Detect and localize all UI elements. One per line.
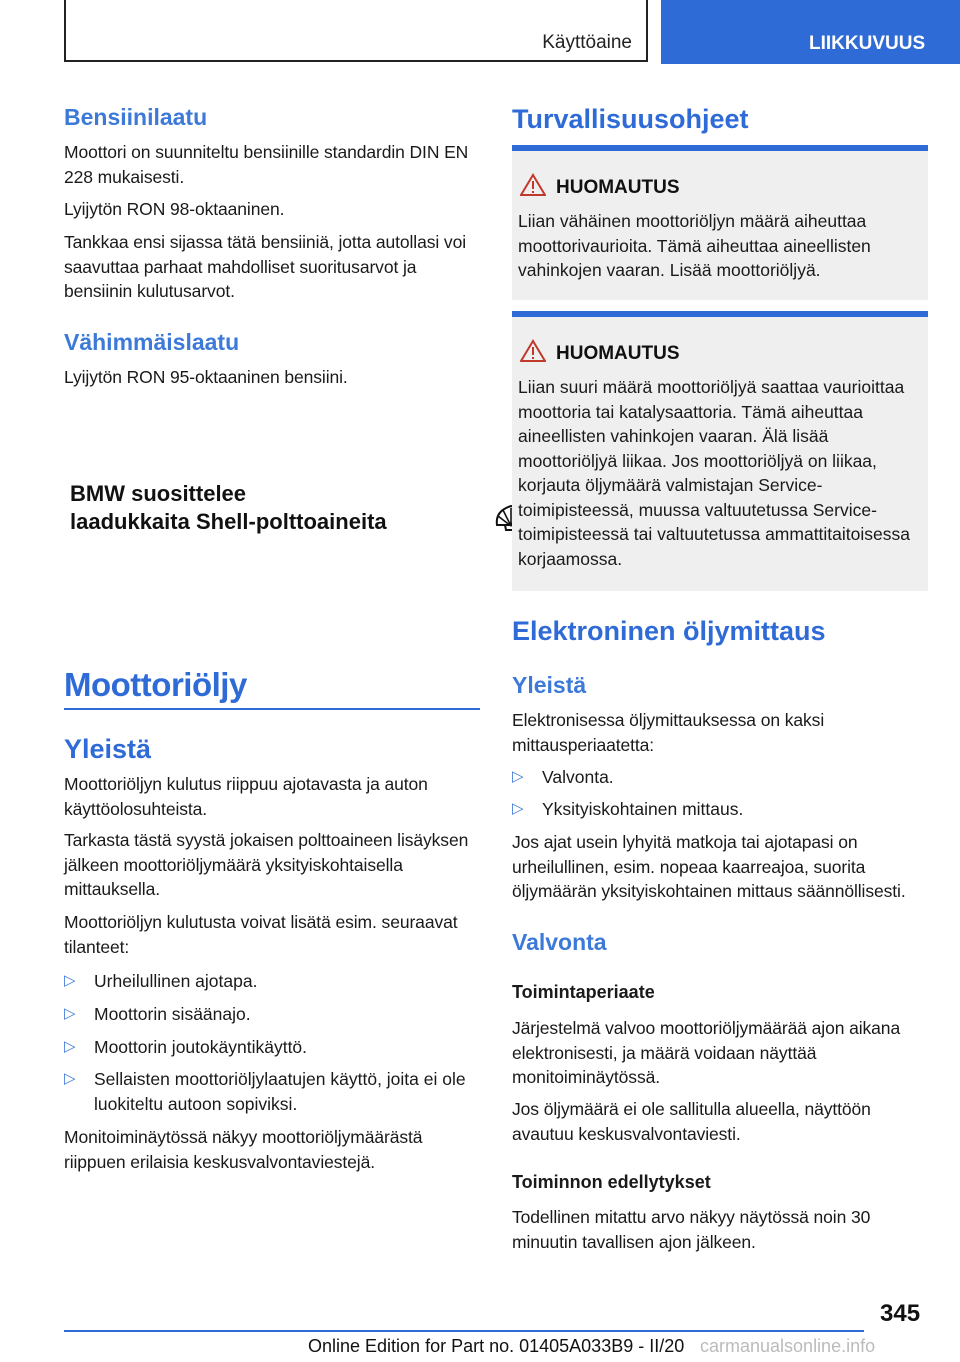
heading-valvonta: Valvonta bbox=[512, 929, 607, 955]
triangle-bullet-icon: ▷ bbox=[64, 972, 76, 989]
warning-note bbox=[512, 311, 928, 591]
note-title: HUOMAUTUS bbox=[556, 177, 680, 198]
paragraph: Jos ajat usein lyhyitä matkoja tai ajotapasi on urheilullinen, esim. nopeaa kaarreajoa, suorita öljymäärän yksityiskohtainen mittaus säännöllisesti. bbox=[512, 832, 906, 901]
heading-elektroninen-oljymittaus: Elektroninen öljymittaus bbox=[512, 616, 826, 646]
paragraph: Todellinen mitattu arvo näkyy näytössä noin 30 minuutin tavallisen ajon jälkeen. bbox=[512, 1207, 871, 1252]
paragraph: Moottoriöljyn kulutus riippuu ajotavasta ja auton käyttöolosuhteista. bbox=[64, 774, 428, 819]
paragraph: Järjestelmä valvoo moottoriöljymäärää ajon aikana elektronisesti, ja määrä voidaan näyttää monitoiminäytössä. bbox=[512, 1018, 901, 1087]
heading-toiminnon-edellytykset: Toiminnon edellytykset bbox=[512, 1172, 711, 1192]
heading-rule bbox=[64, 708, 480, 710]
warning-triangle-icon bbox=[520, 173, 546, 197]
paragraph: Elektronisessa öljymittauksessa on kaksi mittausperiaatetta: bbox=[512, 710, 825, 755]
section-label: Käyttöaine bbox=[542, 32, 632, 53]
footer-rule bbox=[64, 1330, 864, 1332]
header-section-tab bbox=[64, 0, 648, 62]
paragraph: Monitoiminäytössä näkyy moottoriöljymäärästä riippuen erilaisia keskusvalvontaviestejä. bbox=[64, 1127, 423, 1172]
heading-vahimmaislaatu: Vähimmäislaatu bbox=[64, 329, 240, 355]
paragraph: Lyijytön RON 98-oktaaninen. bbox=[64, 199, 285, 219]
triangle-bullet-icon: ▷ bbox=[512, 800, 524, 817]
heading-toimintaperiaate: Toimintaperiaate bbox=[512, 982, 655, 1002]
shell-line-2: laadukkaita Shell-polttoaineita bbox=[70, 509, 387, 534]
paragraph: Tankkaa ensi sijassa tätä bensiiniä, jotta autollasi voi saavuttaa parhaat mahdolliset suoritusarvot ja bensiinin kulutusarvot. bbox=[64, 232, 466, 301]
paragraph: Lyijytön RON 95-oktaaninen bensiini. bbox=[64, 367, 348, 387]
chapter-label: LIIKKUVUUS bbox=[809, 33, 926, 54]
header-chapter-tab[interactable] bbox=[661, 0, 960, 64]
paragraph: Moottoriöljyn kulutusta voivat lisätä esim. seuraavat tilanteet: bbox=[64, 912, 458, 957]
warning-triangle-icon bbox=[520, 339, 546, 363]
warning-note bbox=[512, 145, 928, 300]
footer-edition: Online Edition for Part no. 01405A033B9 - II/20 bbox=[308, 1336, 685, 1356]
shell-line-1: BMW suosittelee bbox=[70, 481, 247, 506]
note-text: Liian vähäinen moottoriöljyn määrä aiheuttaa moottorivaurioita. Tämä aiheuttaa aineellisten vahinkojen vaaran. Lisää moottoriöljyä. bbox=[518, 211, 871, 280]
triangle-bullet-icon: ▷ bbox=[64, 1005, 76, 1022]
triangle-bullet-icon: ▷ bbox=[64, 1070, 76, 1087]
heading-yleista: Yleistä bbox=[64, 734, 152, 764]
heading-moottorioljy: Moottoriöljy bbox=[64, 666, 247, 703]
heading-bensiinilaatu: Bensiinilaatu bbox=[64, 104, 208, 130]
watermark: carmanualsonline.info bbox=[700, 1336, 876, 1356]
triangle-bullet-icon: ▷ bbox=[64, 1038, 76, 1055]
note-title: HUOMAUTUS bbox=[556, 343, 680, 364]
shell-recommendation bbox=[70, 480, 387, 536]
heading-yleista: Yleistä bbox=[512, 672, 587, 698]
note-text: Liian suuri määrä moottoriöljyä saattaa vaurioittaa moottoria tai katalysaattoria. Tämä aiheuttaa aineellisten vahinkojen vaaran. Älä lisää moottoriöljyä liikaa. Jos moottoriöljyä on liikaa, korjauta öljymäärä valmistajan Service-toimipisteessä, muussa valtuutetussa Service-toimipisteessä tai valtuutetussa ammattitaitoisessa korjaamossa. bbox=[518, 377, 910, 569]
triangle-bullet-icon: ▷ bbox=[512, 768, 524, 785]
heading-turvallisuusohjeet: Turvallisuusohjeet bbox=[512, 104, 749, 134]
paragraph: Jos öljymäärä ei ole sallitulla alueella, näyttöön avautuu keskusvalvontaviesti. bbox=[512, 1099, 871, 1144]
page-number: 345 bbox=[880, 1300, 921, 1327]
paragraph: Tarkasta tästä syystä jokaisen polttoaineen lisäyksen jälkeen moottoriöljymäärä yksityiskohtaisella mittauksella. bbox=[64, 830, 469, 899]
paragraph: Moottori on suunniteltu bensiinille standardin DIN EN 228 mukaisesti. bbox=[64, 142, 469, 187]
